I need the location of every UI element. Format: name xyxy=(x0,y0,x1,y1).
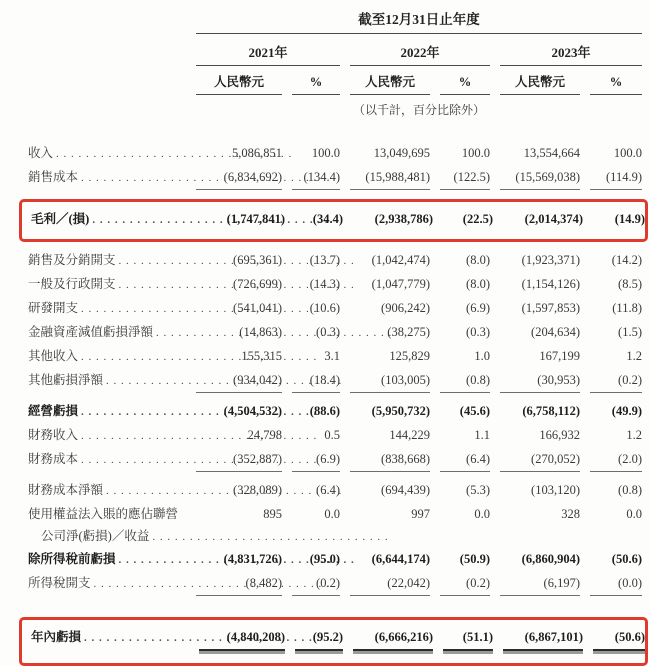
percent-value-cell: 0.0 xyxy=(324,507,340,521)
rmb-value-cell: 997 xyxy=(411,507,430,521)
currency-header: 人民幣元 xyxy=(500,72,580,95)
percent-value-cell: (11.8) xyxy=(612,301,642,315)
percent-header: % xyxy=(590,75,642,95)
percent-value-cell: (0.3) xyxy=(466,325,490,339)
rmb-value-cell: (1,047,779) xyxy=(371,277,430,291)
rmb-value-cell: (1,042,474) xyxy=(371,253,430,267)
table-row xyxy=(28,400,642,424)
percent-value-cell: (0.3) xyxy=(316,325,340,339)
percent-value-cell: 1.2 xyxy=(626,428,642,442)
rmb-value-cell: (2,014,374) xyxy=(524,212,583,226)
percent-header: % xyxy=(440,75,490,95)
rmb-value-cell: (6,758,112) xyxy=(522,404,580,418)
percent-value-cell: 0.5 xyxy=(324,428,340,442)
row-label xyxy=(28,503,186,548)
percent-value-cell: (50.6) xyxy=(611,552,642,566)
percent-value-cell: (114.9) xyxy=(590,166,642,190)
percent-value-cell: (0.2) xyxy=(440,572,490,596)
table-row xyxy=(28,249,642,273)
rmb-value-cell: 167,199 xyxy=(539,349,580,363)
rmb-value-cell: (6,860,904) xyxy=(521,552,580,566)
row-label: 銷售成本 . . . xyxy=(28,166,186,190)
percent-value-cell: (6.9) xyxy=(292,448,340,472)
rmb-value-cell: (6,197) xyxy=(500,572,580,596)
percent-value-cell: (34.4) xyxy=(312,212,343,226)
table-row xyxy=(28,297,642,321)
percent-value-cell: (2.0) xyxy=(590,448,642,472)
percent-value-cell: 100.0 xyxy=(461,146,490,160)
table-row xyxy=(28,321,642,345)
percent-value-cell: 0.0 xyxy=(474,507,490,521)
row-label-line2: 公司淨(虧損)／收益 . . . xyxy=(28,525,186,548)
rmb-value-cell: 166,932 xyxy=(539,428,580,442)
percent-value-cell: (49.9) xyxy=(611,404,642,418)
rmb-value-cell: (6,644,174) xyxy=(371,552,430,566)
table-header-period xyxy=(28,8,642,38)
table-rows xyxy=(28,142,645,666)
percent-value-cell: (14.9) xyxy=(614,212,645,226)
table-row xyxy=(28,572,642,596)
rmb-value-cell: (352,887) xyxy=(196,448,282,472)
percent-value-cell: (8.0) xyxy=(466,277,490,291)
row-label: 金融資產減值虧損淨額 . . . xyxy=(28,321,186,345)
dot-leader xyxy=(152,526,388,548)
rmb-value-cell: (1,154,126) xyxy=(521,277,580,291)
percent-header: % xyxy=(292,75,340,95)
table-row xyxy=(28,345,642,369)
rmb-value-cell: (541,041) xyxy=(233,301,282,315)
row-label: 研發開支 . . . xyxy=(28,297,186,321)
percent-value-cell: (8.0) xyxy=(466,253,490,267)
table-row xyxy=(28,273,642,297)
percent-value-cell: 1.1 xyxy=(474,428,490,442)
percent-value-cell: 100.0 xyxy=(613,146,642,160)
rmb-value-cell: (4,831,726) xyxy=(223,552,282,566)
percent-value-cell: (50.6) xyxy=(593,626,645,651)
table-row xyxy=(28,424,642,448)
rmb-value-cell: (906,242) xyxy=(381,301,430,315)
rmb-value-cell: (2,938,786) xyxy=(374,212,433,226)
year-header-2022: 2022年 xyxy=(350,42,490,66)
rmb-value-cell: (103,005) xyxy=(350,369,430,393)
percent-value-cell: (88.6) xyxy=(309,404,340,418)
rmb-value-cell: 144,229 xyxy=(389,428,430,442)
rmb-value-cell: (695,361) xyxy=(233,253,282,267)
rmb-value-cell: (14,863) xyxy=(239,325,282,339)
row-label-line1: 使用權益法入賬的應佔聯營 xyxy=(28,507,179,521)
period-title: 截至12月31日止年度 xyxy=(196,8,642,34)
table-row xyxy=(28,448,642,472)
percent-value-cell: (122.5) xyxy=(440,166,490,190)
row-label: 財務成本淨額 . . . xyxy=(28,479,186,503)
percent-value-cell: (5.3) xyxy=(466,483,490,497)
currency-header: 人民幣元 xyxy=(196,72,282,95)
percent-value-cell: (0.2) xyxy=(292,572,340,596)
rmb-value-cell: (22,042) xyxy=(350,572,430,596)
percent-value-cell: (50.9) xyxy=(459,552,490,566)
percent-value-cell: (134.4) xyxy=(292,166,340,190)
rmb-value-cell: (6,666,216) xyxy=(353,626,433,651)
percent-value-cell: 1.0 xyxy=(474,349,490,363)
row-label: 一般及行政開支 . . . xyxy=(28,273,186,297)
rmb-value-cell: 155,315 xyxy=(241,349,282,363)
rmb-value-cell: (15,569,038) xyxy=(500,166,580,190)
percent-value-cell: (6.4) xyxy=(316,483,340,497)
percent-value-cell: (0.8) xyxy=(618,483,642,497)
row-label: 所得稅開支 . . . xyxy=(28,572,186,596)
percent-value-cell: 3.1 xyxy=(324,349,340,363)
percent-value-cell: (10.6) xyxy=(309,301,340,315)
currency-header: 人民幣元 xyxy=(350,72,430,95)
year-header-2021: 2021年 xyxy=(196,42,340,66)
rmb-value-cell: 895 xyxy=(263,507,282,521)
rmb-value-cell: (4,504,532) xyxy=(223,404,282,418)
percent-value-cell: (0.2) xyxy=(590,369,642,393)
rmb-value-cell: (694,439) xyxy=(381,483,430,497)
percent-value-cell: (18.4) xyxy=(292,369,340,393)
rmb-value-cell: (328,089) xyxy=(233,483,282,497)
rmb-value-cell: (4,840,208) xyxy=(199,626,285,651)
percent-value-cell: (13.7) xyxy=(309,253,340,267)
rmb-value-cell: (6,834,692) xyxy=(196,166,282,190)
row-label: 銷售及分銷開支 . . . xyxy=(28,249,186,273)
table-header-years xyxy=(28,38,642,66)
percent-value-cell: 0.0 xyxy=(626,507,642,521)
rmb-value-cell: (270,052) xyxy=(500,448,580,472)
rmb-value-cell: 13,049,695 xyxy=(373,146,430,160)
percent-value-cell: (6.9) xyxy=(466,301,490,315)
table-row xyxy=(28,548,642,572)
rmb-value-cell: (838,668) xyxy=(350,448,430,472)
percent-value-cell: (45.6) xyxy=(459,404,490,418)
rmb-value-cell: (204,634) xyxy=(531,325,580,339)
rmb-value-cell: (8,482) xyxy=(196,572,282,596)
rmb-value-cell: (5,950,732) xyxy=(371,404,430,418)
row-label: 其他虧損淨額 . . . xyxy=(28,369,186,393)
rmb-value-cell: (1,597,853) xyxy=(521,301,580,315)
percent-value-cell: (51.1) xyxy=(443,626,493,651)
table-row xyxy=(28,479,642,503)
table-row xyxy=(28,142,642,166)
table-header-note xyxy=(28,95,642,142)
percent-value-cell: (8.5) xyxy=(618,277,642,291)
unit-note: （以千計，百分比除外） xyxy=(352,103,485,117)
row-label: 收入 . . . xyxy=(28,142,186,166)
percent-value-cell: (1.5) xyxy=(618,325,642,339)
row-label: 財務收入 . . . xyxy=(28,424,186,448)
highlighted-table-row xyxy=(19,199,648,242)
percent-value-cell: 100.0 xyxy=(311,146,340,160)
rmb-value-cell: (15,988,481) xyxy=(350,166,430,190)
percent-value-cell: 1.2 xyxy=(626,349,642,363)
row-label: 其他收入 . . . xyxy=(28,345,186,369)
percent-value-cell: (95.0) xyxy=(309,552,340,566)
row-label: 毛利／(損) . . . xyxy=(31,208,189,232)
percent-value-cell: (14.3) xyxy=(309,277,340,291)
rmb-value-cell: (1,923,371) xyxy=(521,253,580,267)
rmb-value-cell: 5,086,851 xyxy=(232,146,282,160)
percent-value-cell: (0.0) xyxy=(590,572,642,596)
percent-value-cell: (6.4) xyxy=(440,448,490,472)
percent-value-cell: (95.2) xyxy=(295,626,343,651)
rmb-value-cell: 328 xyxy=(561,507,580,521)
rmb-value-cell: (6,867,101) xyxy=(503,626,583,651)
table-row xyxy=(28,503,642,548)
percent-value-cell: (14.2) xyxy=(611,253,642,267)
highlighted-table-row xyxy=(19,617,648,666)
rmb-value-cell: 13,554,664 xyxy=(523,146,580,160)
percent-value-cell: (0.8) xyxy=(440,369,490,393)
row-label: 經營虧損 . . . xyxy=(28,400,186,424)
rmb-value-cell: (103,120) xyxy=(531,483,580,497)
table-row xyxy=(28,369,642,393)
rmb-value-cell: (30,953) xyxy=(500,369,580,393)
row-label: 財務成本 . . . xyxy=(28,448,186,472)
rmb-value-cell: (38,275) xyxy=(387,325,430,339)
rmb-value-cell: (1,747,841) xyxy=(226,212,285,226)
table-header-units xyxy=(28,66,642,95)
percent-value-cell: (22.5) xyxy=(462,212,493,226)
rmb-value-cell: 125,829 xyxy=(389,349,430,363)
year-header-2023: 2023年 xyxy=(500,42,642,66)
rmb-value-cell: (934,042) xyxy=(196,369,282,393)
rmb-value-cell: (726,699) xyxy=(233,277,282,291)
row-label: 除所得稅前虧損 . . . xyxy=(28,548,186,572)
rmb-value-cell: 24,798 xyxy=(247,428,282,442)
table-row xyxy=(28,166,642,190)
row-label: 年內虧損 . . . xyxy=(31,626,189,650)
